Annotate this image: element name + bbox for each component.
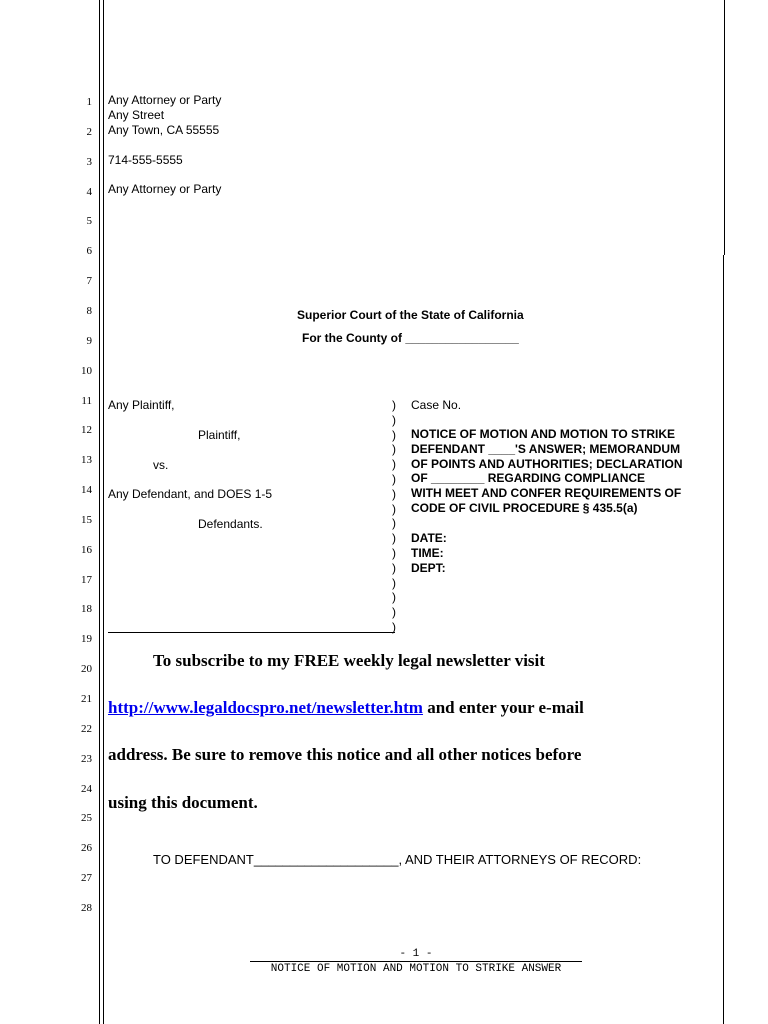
title-line: OF POINTS AND AUTHORITIES; DECLARATION: [411, 456, 683, 471]
attorney-name: Any Attorney or Party: [108, 93, 222, 107]
to-defendant-line: TO DEFENDANT____________________, AND THEIR ATTORNEYS OF RECORD:: [153, 852, 642, 867]
line-number: 18: [81, 603, 92, 616]
line-number: 10: [81, 364, 92, 377]
footer-rule: [250, 961, 582, 962]
line-number: 14: [81, 484, 92, 497]
caption-parentheses: ) ) ) ) ) ) ) ) ) ) ) ) ) ) ) ): [392, 398, 396, 634]
hearing-info: [411, 531, 447, 575]
attorney-for: Any Attorney or Party: [108, 182, 222, 196]
defendant-role: Defendants.: [198, 517, 263, 531]
right-margin-rule-upper: [724, 0, 725, 255]
line-number: 21: [81, 693, 92, 705]
date-label: DATE:: [411, 531, 447, 545]
left-margin-rule-outer: [99, 0, 100, 1024]
attorney-street: Any Street: [108, 108, 165, 122]
line-number: 25: [81, 812, 92, 825]
title-line: CODE OF CIVIL PROCEDURE § 435.5(a): [411, 500, 638, 515]
line-number: 23: [81, 752, 92, 765]
plaintiff-name: Any Plaintiff,: [108, 398, 175, 412]
line-number: 13: [81, 454, 92, 467]
plaintiff-role: Plaintiff,: [198, 428, 241, 442]
time-label: TIME:: [411, 545, 444, 560]
title-line: OF ________ REGARDING COMPLIANCE: [411, 471, 646, 486]
court-name: Superior Court of the State of California: [297, 308, 524, 322]
line-number: 5: [86, 215, 92, 228]
title-line: WITH MEET AND CONFER REQUIREMENTS OF: [411, 486, 682, 501]
versus-text: vs.: [153, 458, 169, 472]
line-number: 12: [81, 424, 92, 437]
title-line: DEFENDANT ____'S ANSWER; MEMORANDUM: [411, 441, 681, 456]
line-number: 15: [81, 513, 92, 526]
line-number: 22: [81, 722, 92, 735]
line-number: 16: [81, 543, 92, 556]
line-number: 19: [81, 633, 92, 646]
newsletter-line-2-text: and enter your e-mail: [422, 698, 584, 717]
newsletter-line-4: using this document.: [108, 793, 258, 812]
line-number: 27: [81, 872, 92, 885]
line-number: 3: [86, 155, 92, 168]
line-number: 26: [81, 842, 92, 855]
case-number-label: Case No.: [411, 398, 462, 412]
line-number: 4: [86, 185, 92, 198]
line-number: 20: [81, 663, 92, 676]
footer-title: NOTICE OF MOTION AND MOTION TO STRIKE ANSWER: [270, 963, 562, 975]
line-number: 1: [86, 96, 92, 108]
line-number: 7: [86, 275, 92, 288]
court-county: For the County of _________________: [302, 331, 519, 345]
document-title: [411, 427, 683, 516]
attorney-phone: 714-555-5555: [108, 153, 183, 167]
newsletter-line-3: address. Be sure to remove this notice and all other notices before: [108, 745, 582, 764]
line-number: 8: [86, 304, 92, 317]
title-line: NOTICE OF MOTION AND MOTION TO STRIKE: [411, 427, 675, 441]
line-number: 9: [86, 334, 92, 347]
dept-label: DEPT:: [411, 560, 446, 575]
newsletter-line-1: To subscribe to my FREE weekly legal newsletter visit: [153, 651, 545, 670]
line-number: 28: [81, 901, 92, 914]
defendant-name: Any Defendant, and DOES 1-5: [108, 487, 273, 501]
newsletter-line-2: [108, 698, 584, 718]
line-number: 24: [81, 782, 92, 795]
caption-underline: [108, 632, 395, 633]
newsletter-link[interactable]: http://www.legaldocspro.net/newsletter.htm: [108, 698, 423, 717]
left-margin-rule-inner: [103, 0, 104, 1024]
line-number: 11: [81, 394, 92, 407]
right-margin-rule-lower: [723, 255, 724, 1024]
line-number: 17: [81, 573, 92, 586]
page-number: - 1 -: [399, 948, 433, 960]
line-number: 2: [86, 125, 92, 138]
line-number: 6: [86, 245, 92, 258]
attorney-city: Any Town, CA 55555: [108, 123, 220, 137]
